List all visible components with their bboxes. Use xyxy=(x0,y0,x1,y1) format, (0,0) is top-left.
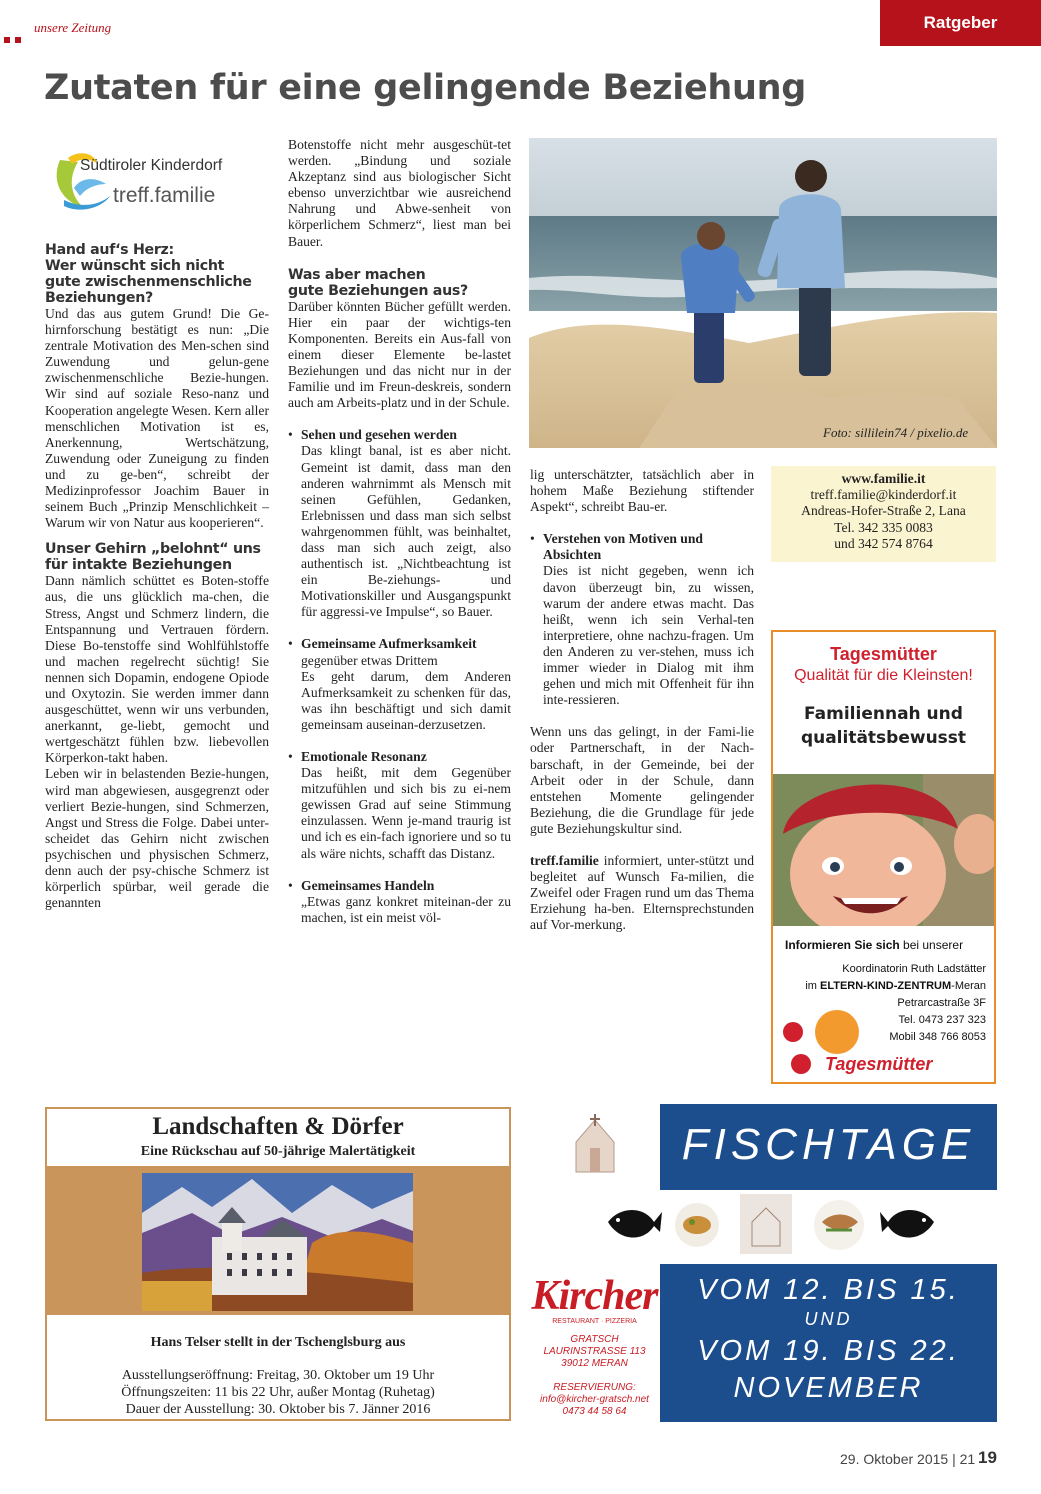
painting-image xyxy=(142,1173,413,1311)
plate-icon xyxy=(812,1198,866,1252)
ad-fischtage-address xyxy=(529,1334,660,1370)
ad-info xyxy=(785,938,963,952)
bullet-title: Gemeinsames Handeln xyxy=(301,877,435,893)
bullet-title: Sehen und gesehen werden xyxy=(301,427,457,443)
subheading: Was aber machen gute Beziehungen aus? xyxy=(288,266,468,299)
bullet-item: • Verstehen von Motiven und Absichten Dies ist nicht gegeben, wenn ich davon überzeugt bin, zu wissen, warum der andere etwas macht. Das heißt, wenn ich sein Verhal-ten interpretiere, ohne nachzu-fragen. Um den Anderen zu ver-stehen, muss ich immer wieder in Dialog mit ihm gehen und mich mit Offenheit für ihn inte-ressieren. xyxy=(530,531,754,708)
website-link[interactable]: www.familie.it xyxy=(841,471,926,486)
ad-addr-1: GRATSCH xyxy=(570,1334,619,1345)
paragraph: Darüber könnten Bücher gefüllt werden. Hier ein paar der wichtigs-ten Komponenten. Bereits ein Aus-fall von einem dieser Elemente be-lastet Beziehungen und das nicht nur in der Familie und im Freun-deskreis, sondern auch am Arbeits-platz und in der Schule. xyxy=(288,298,511,411)
subheading: Hand auf‘s Herz: Wer wünscht sich nicht gute zwischenmenschliche Beziehungen? xyxy=(45,242,252,306)
bullet-text: Dies ist nicht gegeben, wenn ich davon überzeugt bin, zu wissen, warum der andere etwas macht. Das heißt, wenn ich sein Verhal-ten interpretiere, ohne nachzu-fragen. Um den Anderen zu ver-stehen, muss ich immer wieder in Dialog mit ihm gehen und mich mit Offenheit für ihn inte-ressieren. xyxy=(543,563,754,708)
contact-phone-2: und 342 574 8764 xyxy=(834,535,933,551)
email-link[interactable]: treff.familie@kinderdorf.it xyxy=(810,487,957,503)
ad-date-1: VOM 12. BIS 15. xyxy=(697,1274,960,1306)
ad-fischtage-reservation xyxy=(529,1382,660,1418)
masthead-dots xyxy=(4,30,26,48)
page-number: 19 xyxy=(978,1448,997,1467)
contact-phone: Tel. 342 335 0083 xyxy=(834,519,933,535)
paragraph: Dann nämlich schüttet es Boten-stoffe aus, die uns glücklich ma-chen, die Stress, Angst und Schmerz lindern, die Entspannung und Vertrauen fördern. Diese Bo-tenstoffe sind Wohlfühlstoffe und machen regelrecht süchtig! Sie nennen sich Dopamin, endogene Opiode und Oxytozin. Sie werden immer dann ausgeschüttet, wenn wir uns verbunden, anerkannt, ge-liebt, gemocht und wertgeschätzt fühlen bzw. liebevollen Körperkon-takt haben. xyxy=(45,573,269,766)
section-tab: Ratgeber xyxy=(880,0,1041,46)
ad-brand: Kircher xyxy=(531,1273,658,1319)
ad-subtitle: Eine Rückschau auf 50-jährige Malertätigkeit xyxy=(140,1144,416,1159)
dish-icon xyxy=(672,1200,722,1250)
beach-photo xyxy=(529,138,997,448)
ad-center xyxy=(805,978,986,995)
bullet-text: Das heißt, mit dem Gegenüber mitzufühlen und sich bis zu ei-nem gewissen Grad auf seine Stimmung einzulassen. Wenn je-mand traurig ist und ich es ein-fach ignoriere und so tu als wäre nichts, schafft das Distanz. xyxy=(301,765,511,861)
paragraph: Leben wir in belastenden Bezie-hungen, wird man abgewiesen, ausgegrenzt oder verliert Bezie-hungen, sind Schmerzen, Angst und Stress die Folge. Dabei unter-scheidet das Gehirn nicht zwischen psychischen und physischen Schmerz, denn auch der psy-chische Schmerz ist körperlich spürbar, weil gerade die genannten xyxy=(45,766,269,911)
paragraph: Botenstoffe nicht mehr ausgeschüt-tet werden. „Bindung und soziale Akzeptanz sind aus biologischer Sicht ebenso unverzichtbar wie ausreichend Nahrung und Abwe-senheit von körperlichem Schmerz“, liest man bei Bauer. xyxy=(288,137,511,249)
bullet-text: gegenüber etwas Drittem Es geht darum, dem Anderen Aufmerksamkeit zu schenken für das, was ihn beschäftigt und sich damit gemeinsam auseinan-derzusetzen. xyxy=(301,652,511,732)
contact-box xyxy=(771,466,996,562)
church-sketch-icon xyxy=(740,1194,792,1254)
ad-fischtage-dates xyxy=(660,1274,997,1406)
ad-mobile: Mobil 348 766 8053 xyxy=(889,1031,986,1043)
photo-credit: Foto: sillilein74 / pixelio.de xyxy=(823,425,969,440)
logo-text-treff-familie: treff.familie xyxy=(113,184,216,207)
contact-address: Andreas-Hofer-Straße 2, Lana xyxy=(801,503,966,519)
ad-fischtage-title: FISCHTAGE xyxy=(681,1120,976,1169)
paragraph-text: informiert, unter-stützt und begleitet auf Wunsch Fa-milien, die Zweifel oder Fragen rund um das Thema Erziehung ha-ben. Elternsprechstunden auf Vor-merkung. xyxy=(530,852,754,933)
fish-icon xyxy=(604,1202,664,1252)
child-photo xyxy=(773,774,994,926)
paragraph xyxy=(530,853,754,933)
ad-info-text: bei unserer xyxy=(899,938,964,952)
bullet-item: • Gemeinsame Aufmerksamkeit gegenüber etwas Drittem Es geht darum, dem Anderen Aufmerksamkeit zu schenken für das, was ihn beschäftigt und sich damit gemeinsam auseinan-derzusetzen. xyxy=(288,636,511,732)
brand-name: treff.familie xyxy=(530,852,599,868)
ad-phone: Tel. 0473 237 323 xyxy=(898,1014,986,1026)
paragraph: lig unterschätzter, tatsächlich aber in hohem Maße Beziehung stiftender Aspekt“, schreibt Bau-er. xyxy=(530,467,754,515)
ad-duration: Dauer der Ausstellung: 30. Oktober bis 7. Jänner 2016 xyxy=(125,1402,431,1417)
ad-logo-text: Tagesmütter xyxy=(825,1054,933,1074)
bullet-title: Emotionale Resonanz xyxy=(301,749,427,764)
ad-res-label: RESERVIERUNG: xyxy=(553,1382,636,1393)
ad-center-name: ELTERN-KIND-ZENTRUM xyxy=(819,980,952,992)
bullet-title: Verstehen von Motiven und Absichten xyxy=(543,531,703,563)
church-icon xyxy=(566,1112,624,1182)
ad-title: Landschaften & Dörfer xyxy=(152,1113,404,1140)
ad-hours: Öffnungszeiten: 11 bis 22 Uhr, außer Montag (Ruhetag) xyxy=(121,1385,435,1400)
fish-icon xyxy=(878,1202,938,1252)
bullet-item: • Gemeinsames Handeln „Etwas ganz konkret miteinan-der zu machen, ist ein meist völ- xyxy=(288,877,511,925)
ad-center-post: -Meran xyxy=(951,980,986,992)
paragraph: Wenn uns das gelingt, in der Fami-lie oder Partnerschaft, in der Nach-barschaft, in der Gemeinde, bei der Arbeit oder in der Schule, dann entstehen Momente gelingender Beziehung, die die Grundlage für jede gute Beziehungskultur sind. xyxy=(530,724,754,836)
ad-details xyxy=(47,1367,509,1418)
ad-res-phone: 0473 44 58 64 xyxy=(562,1406,627,1417)
ad-date-month: NOVEMBER xyxy=(733,1372,924,1404)
ad-coordinator: Koordinatorin Ruth Ladstätter xyxy=(842,963,986,975)
paragraph: Und das aus gutem Grund! Die Ge-hirnforschung bestätigt es nun: „Die zentrale Motivation des Men-schen sind Zuwendung und gelun-gene zwischenmenschliche Bezie-hungen. Wir sind auf soziale Reso-nanz und Kooperation angelegte Wesen. Kern aller menschlichen Motivation ist es, Anerkennung, Wertschätzung, Zuwendung oder Zuneigung zu finden und zu ge-ben“, schreibt der Medizinprofessor Joachim Bauer in seinem Buch „Prinzip Menschlichkeit – Warum wir von Natur aus kooperieren“. xyxy=(45,306,269,531)
ad-title: Tagesmütter xyxy=(830,644,937,664)
ad-center-pre: im xyxy=(805,980,820,992)
ad-brand-sub: RESTAURANT · PIZZERIA xyxy=(552,1318,637,1325)
bullet-item: • Emotionale Resonanz Das heißt, mit dem Gegenüber mitzufühlen und sich bis zu ei-nem gewissen Grad auf seine Stimmung einzulassen. Wenn je-mand traurig ist und ich es ein-fach ignoriere und so tu als wäre nichts, schafft das Distanz. xyxy=(288,749,511,861)
bullet-title: Gemeinsame Aufmerksamkeit xyxy=(301,636,477,652)
ad-claim: Familiennah und qualitätsbewusst xyxy=(800,704,967,748)
bullet-text: „Etwas ganz konkret miteinan-der zu machen, ist ein meist völ- xyxy=(301,893,511,925)
ad-tagesmuetter xyxy=(771,630,996,1084)
article-column-1 xyxy=(45,242,269,911)
article-column-2 xyxy=(288,137,511,926)
ad-info-bold: Informieren Sie sich xyxy=(785,938,900,952)
ad-street: Petrarcastraße 3F xyxy=(897,997,986,1009)
ad-res-email[interactable]: info@kircher-gratsch.net xyxy=(540,1394,649,1405)
ad-landschaften xyxy=(45,1107,511,1421)
ad-exhibitor: Hans Telser stellt in der Tschenglsburg aus xyxy=(150,1335,406,1350)
ad-date-2: VOM 19. BIS 22. xyxy=(697,1335,960,1367)
bullet-text: Das klingt banal, ist es aber nicht. Gemeint ist damit, dass man den anderen wahrnimmt als Mensch mit seinen Gefühlen, Gedanken, Erlebnissen und dass man sich selbst wahrgenommen fühlt, was beinhaltet, dass man sich auch zeigt, also authentisch ist. „Nichtbeachtung ist ein Be-ziehungs- und Motivationskiller und Ausgangspunkt für aggressi-ve Impulse“, so Bauer. xyxy=(301,443,511,620)
footer-date: 29. Oktober 2015 | 21 xyxy=(840,1451,976,1467)
ad-addr-2: LAURINSTRASSE 113 xyxy=(543,1346,646,1357)
article-column-3 xyxy=(530,467,754,933)
subheading: Unser Gehirn „belohnt“ uns für intakte Beziehungen xyxy=(45,541,261,574)
ad-date-and: UND xyxy=(804,1309,853,1329)
bullet-item: • Sehen und gesehen werden Das klingt banal, ist es aber nicht. Gemeint ist damit, dass man den anderen wahrnimmt als Mensch mit seinen Gefühlen, Gedanken, Erlebnissen und dass man sich selbst wahrgenommen fühlt, was beinhaltet, dass man sich auch zeigt, also authentisch ist. „Nichtbeachtung ist ein Be-ziehungs- und Motivationskiller und Ausgangspunkt für aggressi-ve Impulse“, so Bauer. xyxy=(288,427,511,620)
ad-addr-3: 39012 MERAN xyxy=(561,1358,628,1369)
logo-text-kinderdorf: Südtiroler Kinderdorf xyxy=(80,157,223,174)
masthead: unsere Zeitung xyxy=(34,20,112,35)
page-title: Zutaten für eine gelingende Beziehung xyxy=(44,68,806,108)
ad-opening: Ausstellungseröffnung: Freitag, 30. Oktober um 19 Uhr xyxy=(121,1368,435,1383)
ad-tagline: Qualität für die Kleinsten! xyxy=(794,667,973,684)
